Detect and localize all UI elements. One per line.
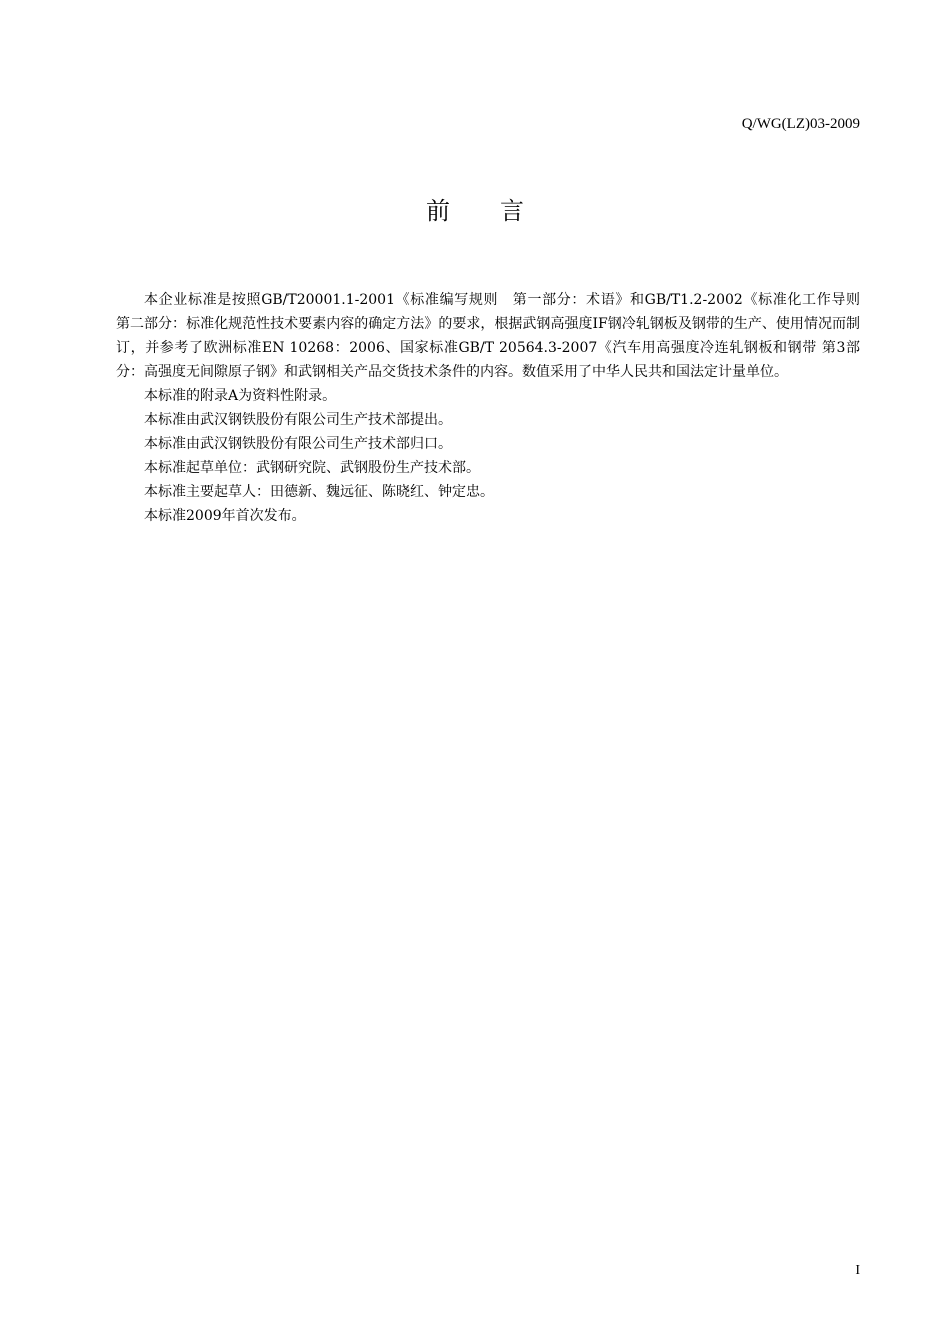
foreword-paragraph: 本标准主要起草人：田德新、魏远征、陈晓红、钟定忠。 — [144, 484, 494, 500]
document-code: Q/WG(LZ)03-2009 — [741, 116, 860, 132]
foreword-paragraph: 本标准2009年首次发布。 — [144, 508, 306, 524]
foreword-paragraph: 本标准由武汉钢铁股份有限公司生产技术部归口。 — [144, 436, 452, 452]
page-title: 前言 — [426, 197, 574, 225]
foreword-paragraph: 本企业标准是按照GB/T20001.1-2001《标准编写规则 第一部分：术语》和GB/T1.2-2002《标准化工作导则 第二部分：标准化规范性技术要素内容的确定方法》的要求，根据武钢高强度IF钢冷轧钢板及钢带的生产、使用情况而制订，并参考了欧洲标准EN 10268：2006、国家标准GB/T 20564.3-2007《汽车用高强度冷连轧钢板和钢带 第3部分：高强度无间隙原子钢》和武钢相关产品交货技术条件的内容。数值采用了中华人民共和国法定计量单位。 — [116, 292, 874, 380]
foreword-paragraph: 本标准起草单位：武钢研究院、武钢股份生产技术部。 — [144, 460, 480, 476]
page-number: I — [855, 1263, 860, 1278]
foreword-paragraph: 本标准的附录A为资料性附录。 — [144, 388, 337, 404]
foreword-body — [116, 288, 874, 528]
foreword-paragraph: 本标准由武汉钢铁股份有限公司生产技术部提出。 — [144, 412, 452, 428]
